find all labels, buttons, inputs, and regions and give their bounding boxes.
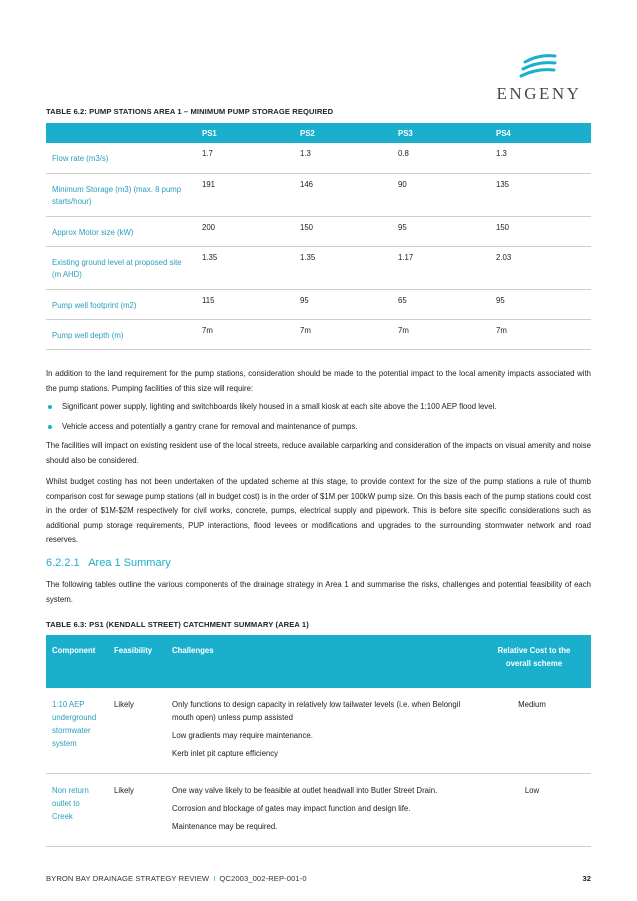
cell-value: 200 xyxy=(196,216,294,246)
logo-waves-icon xyxy=(517,52,561,82)
table2-header-row xyxy=(46,635,591,688)
cell-value: 1.35 xyxy=(196,246,294,289)
table2-caption: TABLE 6.3: PS1 (KENDALL STREET) CATCHMENT SUMMARY (AREA 1) xyxy=(46,620,309,629)
footer-separator: I xyxy=(213,874,216,883)
cell-value: 95 xyxy=(294,289,392,319)
row-label: Flow rate (m3/s) xyxy=(46,143,196,173)
challenge-text: Maintenance may be required. xyxy=(172,822,278,831)
table1-header-ps3: PS3 xyxy=(392,123,490,143)
bullet-icon xyxy=(48,405,52,409)
page-footer xyxy=(46,874,307,883)
footer-doc-number: QC2003_002-REP-001-0 xyxy=(219,874,307,883)
list-item xyxy=(46,400,591,414)
row-label: Pump well depth (m) xyxy=(46,319,196,349)
table-row xyxy=(46,319,591,349)
table-row xyxy=(46,143,591,173)
cell-value: 7m xyxy=(490,319,591,349)
table1-header-ps1: PS1 xyxy=(196,123,294,143)
requirements-list xyxy=(46,400,591,434)
cell-value: 7m xyxy=(392,319,490,349)
bullet-icon xyxy=(48,425,52,429)
cell-value: 150 xyxy=(294,216,392,246)
cost-cell: Low xyxy=(473,774,591,847)
cell-value: 1.3 xyxy=(490,143,591,173)
header-component: Component xyxy=(46,635,108,688)
challenges-cell xyxy=(166,688,473,774)
feasibility-cell: Likely xyxy=(108,774,166,847)
cell-value: 2.03 xyxy=(490,246,591,289)
table-row xyxy=(46,688,591,774)
challenge-text: Only functions to design capacity in relatively low tailwater levels (i.e. when Belongil mouth open) unless pump assisted xyxy=(172,700,461,722)
table1-header-row xyxy=(46,123,591,143)
cell-value: 7m xyxy=(294,319,392,349)
challenge-text: One way valve likely to be feasible at outlet headwall into Butler Street Drain. xyxy=(172,786,438,795)
cell-value: 90 xyxy=(392,173,490,216)
header-feasibility: Feasibility xyxy=(108,635,166,688)
challenges-cell xyxy=(166,774,473,847)
cell-value: 150 xyxy=(490,216,591,246)
engeny-logo xyxy=(489,52,589,104)
section-heading: 6.2.2.1 Area 1 Summary xyxy=(46,557,171,569)
cell-value: 135 xyxy=(490,173,591,216)
header-challenges: Challenges xyxy=(166,635,473,688)
cell-value: 115 xyxy=(196,289,294,319)
challenge-text: Kerb inlet pit capture efficiency xyxy=(172,749,279,758)
table1-header-blank xyxy=(46,123,196,143)
table-row xyxy=(46,289,591,319)
row-label: Existing ground level at proposed site (m AHD) xyxy=(46,246,196,289)
row-label: Minimum Storage (m3) (max. 8 pump starts/hour) xyxy=(46,173,196,216)
section-intro: The following tables outline the various components of the drainage strategy in Area 1 and summarise the risks, challenges and potential feasibility of each system. xyxy=(46,580,591,604)
cell-value: 0.8 xyxy=(392,143,490,173)
paragraph-facilities: The facilities will impact on existing resident use of the local streets, reduce available carparking and consideration of the impacts on visual amenity and noise should also be considered. xyxy=(46,441,591,465)
feasibility-cell: Likely xyxy=(108,688,166,774)
table1-header-ps4: PS4 xyxy=(490,123,591,143)
cost-cell: Medium xyxy=(473,688,591,774)
challenge-text: Low gradients may require maintenance. xyxy=(172,731,313,740)
list-item xyxy=(46,420,591,434)
cell-value: 1.7 xyxy=(196,143,294,173)
logo-text: ENGENY xyxy=(496,84,582,103)
cell-value: 1.3 xyxy=(294,143,392,173)
row-label: Pump well footprint (m2) xyxy=(46,289,196,319)
table1-header-ps2: PS2 xyxy=(294,123,392,143)
cell-value: 7m xyxy=(196,319,294,349)
cell-value: 191 xyxy=(196,173,294,216)
component-cell: Non return outlet to Creek xyxy=(46,774,108,847)
cell-value: 146 xyxy=(294,173,392,216)
list-item-text: Vehicle access and potentially a gantry crane for removal and maintenance of pumps. xyxy=(62,422,358,431)
paragraph-amenity: In addition to the land requirement for the pump stations, consideration should be made to the potential impact to the local amenity impacts associated with the pump stations. Pumping facilities of this size will require: xyxy=(46,369,591,393)
table-row xyxy=(46,216,591,246)
header-relative-cost: Relative Cost to the overall scheme xyxy=(473,635,591,688)
paragraph-costing: Whilst budget costing has not been undertaken of the updated scheme at this stage, to provide context for the size of the pump stations a rule of thumb comparison cost for sewage pump stations (all in budget cost) is in the order of $1M per 100kW pump size. On this basis each of the pump stations could cost in the order of $1M-$2M respectively for civil works, concrete, pumps, electrical supply and pipework. This is before site specific considerations such as additional pump storage requirements, PUP interactions, flood levees or modifications and upgrades to the surrounding stormwater network and road reserves. xyxy=(46,477,591,544)
table-row xyxy=(46,246,591,289)
catchment-summary-table xyxy=(46,635,591,847)
table1-caption: TABLE 6.2: PUMP STATIONS AREA 1 – MINIMUM PUMP STORAGE REQUIRED xyxy=(46,107,334,116)
page-number: 32 xyxy=(582,874,591,883)
component-cell: 1:10 AEP underground stormwater system xyxy=(46,688,108,774)
cell-value: 95 xyxy=(392,216,490,246)
table-row xyxy=(46,173,591,216)
cell-value: 95 xyxy=(490,289,591,319)
cell-value: 65 xyxy=(392,289,490,319)
cell-value: 1.35 xyxy=(294,246,392,289)
table-row xyxy=(46,774,591,847)
challenge-text: Corrosion and blockage of gates may impact function and design life. xyxy=(172,804,411,813)
pump-stations-table xyxy=(46,123,591,350)
footer-title: BYRON BAY DRAINAGE STRATEGY REVIEW xyxy=(46,874,210,883)
list-item-text: Significant power supply, lighting and switchboards likely housed in a small kiosk at each site above the 1:100 AEP flood level. xyxy=(62,402,497,411)
row-label: Approx Motor size (kW) xyxy=(46,216,196,246)
cell-value: 1.17 xyxy=(392,246,490,289)
